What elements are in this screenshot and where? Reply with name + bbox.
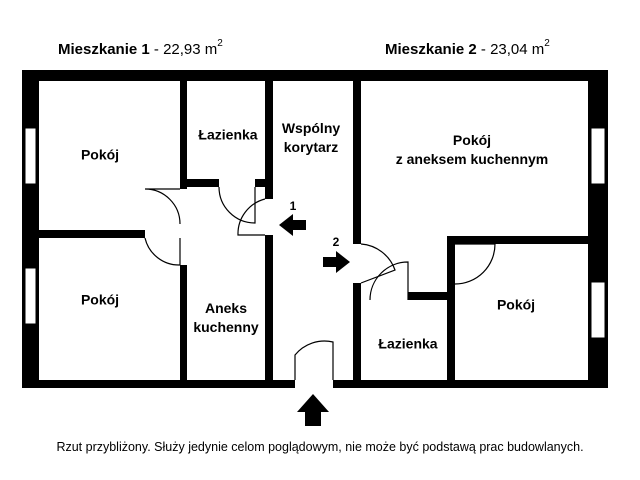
outer-wall-left xyxy=(22,70,39,388)
wall-unit1-rooms-right-bottom xyxy=(180,265,187,380)
outer-wall-bottom-left xyxy=(22,380,295,388)
wall-unit1-rooms-divider xyxy=(39,230,145,238)
unit2-heading: Mieszkanie 2 - 23,04 $m^2$ xyxy=(385,38,550,58)
label-unit2-room-main xyxy=(396,131,549,169)
door-bathroom2 xyxy=(370,262,408,300)
wall-corridor-right-bottom xyxy=(353,283,361,380)
label-unit1-bathroom: Łazienka xyxy=(198,126,258,143)
wall-bathroom1-bottom-right xyxy=(255,179,265,187)
arrow-door2 xyxy=(323,251,350,273)
label-unit1-kitchenette-line1: Aneks xyxy=(204,300,248,316)
window-unit2-top xyxy=(591,128,605,184)
door-unit2-side-room xyxy=(455,244,495,284)
arrow-door1 xyxy=(279,214,306,236)
wall-bathroom1-bottom-left xyxy=(187,179,219,187)
label-unit1-kitchenette xyxy=(193,299,258,337)
wall-unit2-divider xyxy=(447,236,588,244)
marker-door1-label: 1 xyxy=(289,199,297,213)
door-room1-bottom xyxy=(145,238,180,265)
unit1-heading: Mieszkanie 1 - 22,93 $m^2$ xyxy=(58,38,223,58)
arrow-entrance xyxy=(297,394,329,426)
label-unit1-room-bottom: Pokój xyxy=(80,291,120,308)
label-unit1-room-top: Pokój xyxy=(80,146,120,163)
outer-wall-right xyxy=(588,70,608,388)
unit1-area-sup: 2 xyxy=(217,38,223,49)
wall-bathroom2-top xyxy=(408,292,455,300)
label-unit2-room-main-line2: z aneksem kuchennym xyxy=(395,151,549,167)
window-unit1-bottom xyxy=(25,268,36,324)
marker-door2-label: 2 xyxy=(332,235,340,249)
label-unit1-kitchenette-line2: kuchenny xyxy=(193,319,259,335)
label-corridor-line2: korytarz xyxy=(283,139,339,155)
window-unit1-top xyxy=(25,128,36,184)
door-entrance xyxy=(295,341,333,380)
wall-corridor-left-bottom xyxy=(265,235,273,380)
unit2-area: 23,04 m xyxy=(490,41,545,58)
wall-unit2-room-left xyxy=(447,236,455,380)
door-room1-top xyxy=(145,189,180,224)
wall-corridor-right-top xyxy=(353,81,361,244)
unit2-area-sup: 2 xyxy=(544,38,550,49)
wall-corridor-left-top xyxy=(265,81,273,199)
unit2-name: Mieszkanie 2 xyxy=(385,41,477,58)
window-unit2-bottom xyxy=(591,282,605,338)
label-unit2-room-side: Pokój xyxy=(496,296,536,313)
unit1-area: 22,93 m xyxy=(163,41,218,58)
unit1-name: Mieszkanie 1 xyxy=(58,41,150,58)
label-corridor-line1: Wspólny xyxy=(281,120,341,136)
outer-wall-top xyxy=(22,70,608,81)
label-corridor xyxy=(282,119,340,157)
disclaimer: Rzut przybliżony. Służy jedynie celom poglądowym, nie może być podstawą prac budowlanych. xyxy=(56,440,584,454)
outer-wall-bottom-right xyxy=(333,380,608,388)
label-unit2-room-main-line1: Pokój xyxy=(452,132,492,148)
wall-unit1-rooms-right-top xyxy=(180,81,187,189)
label-unit2-bathroom: Łazienka xyxy=(378,335,438,352)
door-kitchenette1 xyxy=(238,199,265,235)
door-bathroom1 xyxy=(219,187,255,223)
